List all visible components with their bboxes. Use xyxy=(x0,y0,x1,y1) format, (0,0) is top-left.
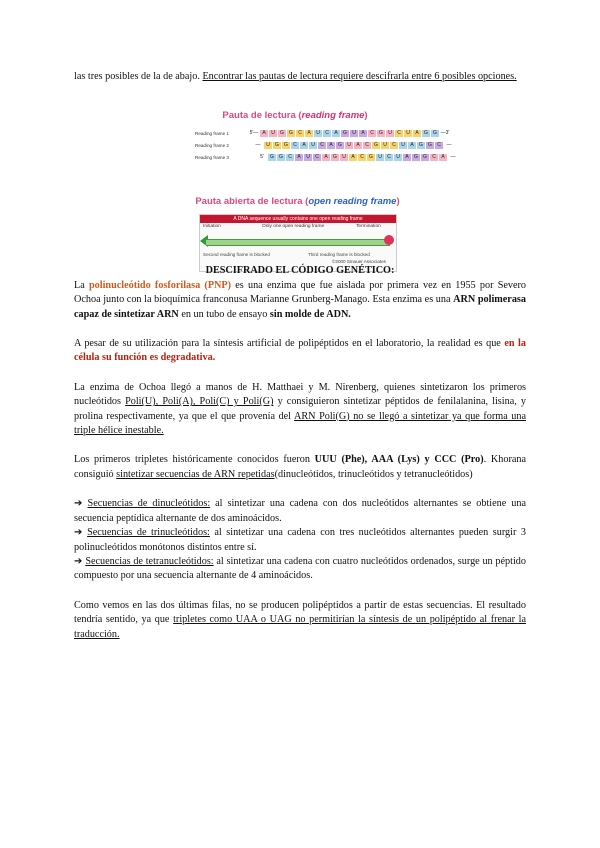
nucleotide: G xyxy=(426,142,434,149)
nucleotide: A xyxy=(332,130,340,137)
nucleotide: U xyxy=(304,154,312,161)
ochoa-paragraph: La enzima de Ochoa llegó a manos de H. Matthaei y M. Nirenberg, quienes sintetizaron los primeros nucleótidos Poli(U), Poli(A), Poli(C) y Poli(G) y consiguieron sintetizar péptidos de fenilalanina, lisina, y prolina respectivamente, ya que el que provenía del ARN Poli(G) no se llegó a sintetizar ya que forma una triple hélice inestable. xyxy=(74,381,526,437)
triplets-paragraph: Los primeros tripletes históricamente conocidos fueron UUU (Phe), AAA (Lys) y CCC (Pro). Khorana consiguió sintetizar secuencias de ARN repetidas(dinucleótidos, trinucleótidos y tetranucleótidos) xyxy=(74,454,526,480)
nucleotide: A xyxy=(260,130,268,137)
nucleotide: U xyxy=(404,130,412,137)
sequence-prefix: — xyxy=(255,142,261,148)
nucleotide: G xyxy=(421,154,429,161)
sequence-suffix: —3' xyxy=(440,130,450,136)
document-body xyxy=(74,70,526,642)
sequence-prefix: 5' xyxy=(260,154,264,160)
second-frame-label: Second reading frame is blocked xyxy=(203,252,270,257)
nucleotide: C xyxy=(296,130,304,137)
nucleotide: A xyxy=(305,130,313,137)
nucleotide: G xyxy=(273,142,281,149)
nucleotide: C xyxy=(358,154,366,161)
nucleotide: C xyxy=(395,130,403,137)
nucleotide: A xyxy=(327,142,335,149)
nucleotide: C xyxy=(390,142,398,149)
orf-title: Pauta abierta de lectura (open reading frame) xyxy=(195,196,400,207)
intro-paragraph: las tres posibles de la de abajo. Encontrar las pautas de lectura requiere descifrarla entre 6 posibles opciones. xyxy=(74,71,517,82)
nucleotide: C xyxy=(318,142,326,149)
nucleotide: U xyxy=(264,142,272,149)
nucleotide: G xyxy=(422,130,430,137)
nucleotide: G xyxy=(278,130,286,137)
nucleotide: C xyxy=(291,142,299,149)
degradative-paragraph: A pesar de su utilización para la síntesis artificial de polipéptidos en el laboratorio, la realidad es que en la célula su función es degradativa. xyxy=(74,338,526,364)
list-item-tetranucleotides: ➔ Secuencias de tetranucleótidos: al sintetizar una cadena con cuatro nucleótidos ordenados, surge un péptido compuesto por una secuencia alternante de 4 aminoácidos. xyxy=(74,555,526,582)
nucleotide: G xyxy=(367,154,375,161)
nucleotide: G xyxy=(372,142,380,149)
nucleotide: G xyxy=(412,154,420,161)
nucleotide: U xyxy=(314,130,322,137)
reading-frame-title: Pauta de lectura (reading frame) xyxy=(222,110,368,121)
nucleotide: G xyxy=(331,154,339,161)
nucleotide: U xyxy=(350,130,358,137)
section-heading: DESCIFRADO EL CÓDIGO GENÉTICO: xyxy=(205,265,395,277)
nucleotide: A xyxy=(349,154,357,161)
nucleotide: A xyxy=(403,154,411,161)
termination-label: Termination xyxy=(356,224,381,229)
only-orf-label: Only one open reading frame xyxy=(262,224,325,229)
nucleotide: U xyxy=(399,142,407,149)
nucleotide: C xyxy=(430,154,438,161)
pnp-paragraph: La polinucleótido fosforilasa (PNP) es una enzima que fue aislada por primera vez en 1955 por Severo Ochoa junto con la bioquímica franconusa Marianne Grunberg-Manago. Esta enzima es una ARN polimerasa capaz de sintetizar ARN en un tubo de ensayo sin molde de ADN. xyxy=(74,279,526,320)
initiation-label: Initiation xyxy=(203,224,221,229)
nucleotide: A xyxy=(322,154,330,161)
list-item-trinucleotides: ➔ Secuencias de trinucleótidos: al sintetizar una cadena con tres nucleótidos alternantes pueden surgir 3 polinucleótidos monótonos distintos entre sí. xyxy=(74,527,526,553)
nucleotide: A xyxy=(439,154,447,161)
nucleotide: G xyxy=(268,154,276,161)
nucleotide: U xyxy=(376,154,384,161)
nucleotide: C xyxy=(363,142,371,149)
nucleotide: A xyxy=(354,142,362,149)
nucleotide: G xyxy=(282,142,290,149)
sequence-suffix: — xyxy=(450,154,456,160)
nucleotide: A xyxy=(359,130,367,137)
list-item-dinucleotides: ➔ Secuencias de dinucleótidos: al sintetizar una cadena con dos nucleótidos alternantes se obtiene una secuencia peptídica alternante de dos aminoácidos. xyxy=(74,498,526,524)
nucleotide: U xyxy=(309,142,317,149)
nucleotide: G xyxy=(336,142,344,149)
orf-banner: A DNA sequence usually contains one open reading frame xyxy=(200,215,396,223)
nucleotide: C xyxy=(286,154,294,161)
nucleotide: A xyxy=(295,154,303,161)
nucleotide: A xyxy=(408,142,416,149)
figure-credit: ©2000 Sinauer Associates xyxy=(332,259,386,264)
nucleotide: U xyxy=(269,130,277,137)
nucleotide: A xyxy=(413,130,421,137)
nucleotide: G xyxy=(417,142,425,149)
nucleotide: U xyxy=(345,142,353,149)
nucleotide: G xyxy=(287,130,295,137)
row-label: Reading frame 1 xyxy=(195,131,229,136)
sequence-prefix: 5'— xyxy=(249,130,259,136)
nucleotide: C xyxy=(313,154,321,161)
nucleotide: U xyxy=(394,154,402,161)
nucleotide: C xyxy=(323,130,331,137)
row-label: Reading frame 3 xyxy=(195,155,229,160)
nucleotide: G xyxy=(431,130,439,137)
nucleotide: C xyxy=(385,154,393,161)
nucleotide: C xyxy=(368,130,376,137)
nucleotide: G xyxy=(341,130,349,137)
nucleotide: C xyxy=(435,142,443,149)
sequence-suffix: — xyxy=(446,142,452,148)
nucleotide: U xyxy=(381,142,389,149)
nucleotide: A xyxy=(300,142,308,149)
nucleotide: G xyxy=(377,130,385,137)
third-frame-label: Third reading frame is blocked xyxy=(308,252,370,257)
nucleotide: U xyxy=(386,130,394,137)
row-label: Reading frame 2 xyxy=(195,143,229,148)
conclusion-paragraph: Como vemos en las dos últimas filas, no se producen polipéptidos a partir de estas secuencias. El resultado tendría sentido, ya que tripletes como UAA o UAG no permitirían la síntesis de un polipéptido al frenar la traducción. xyxy=(74,599,526,640)
nucleotide: G xyxy=(277,154,285,161)
nucleotide: U xyxy=(340,154,348,161)
